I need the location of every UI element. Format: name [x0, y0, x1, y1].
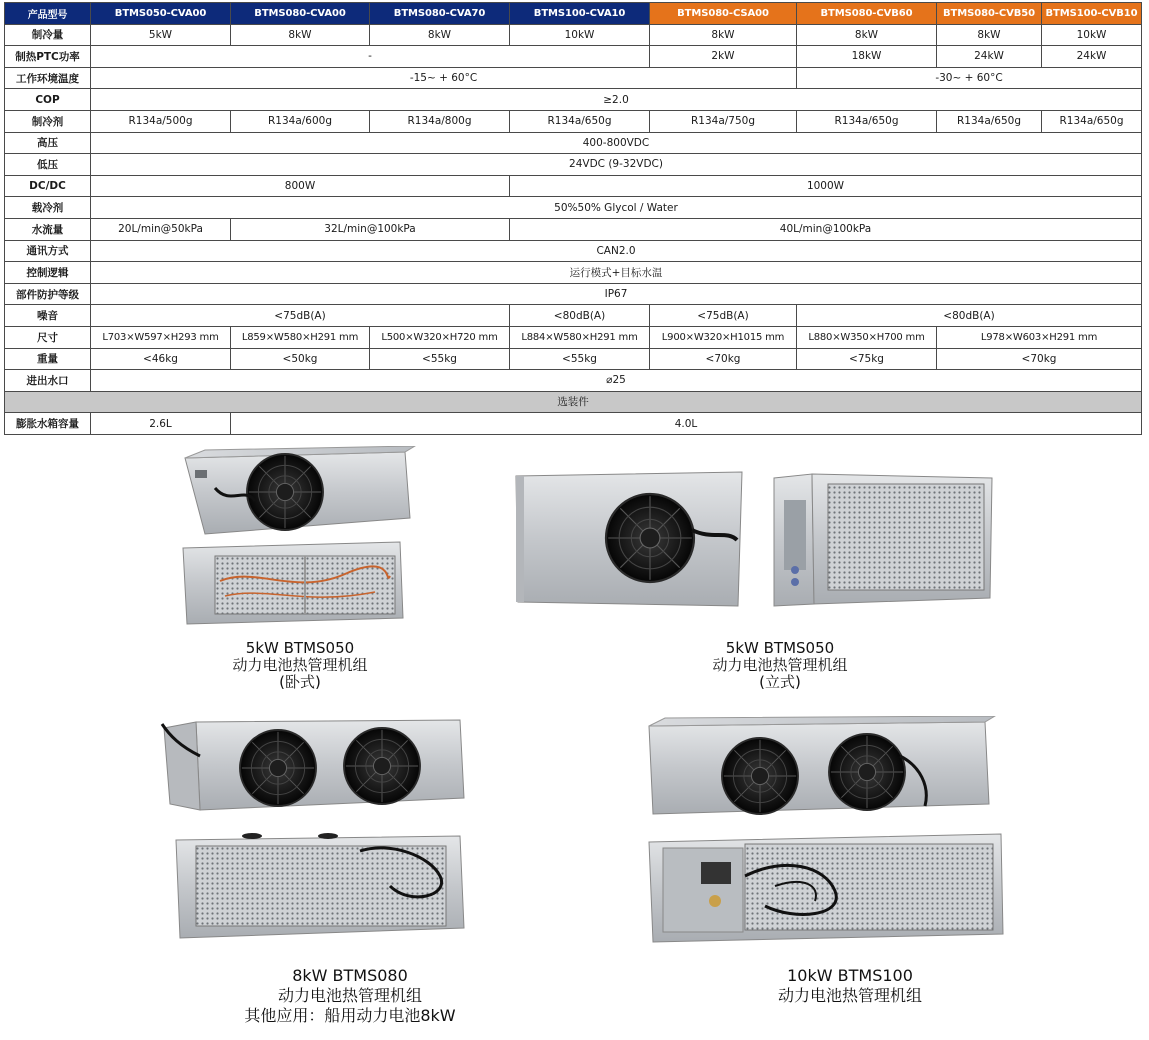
table-cell: 18kW: [797, 46, 937, 68]
model-header: BTMS050-CVA00: [91, 3, 231, 25]
table-cell: -: [91, 46, 650, 68]
spec-table: [4, 2, 1142, 435]
row-label: DC/DC: [5, 175, 91, 197]
table-cell: -30~ + 60°C: [797, 67, 1142, 89]
table-cell: <55kg: [510, 348, 650, 370]
table-cell: <50kg: [231, 348, 370, 370]
table-cell: L859×W580×H291 mm: [231, 326, 370, 348]
table-cell: IP67: [91, 283, 1142, 305]
row-label: 进出水口: [5, 370, 91, 392]
caption-line: (立式): [759, 673, 801, 691]
caption-line: 5kW BTMS050: [245, 639, 355, 657]
table-cell: <80dB(A): [797, 305, 1142, 327]
table-row: [5, 197, 1142, 219]
model-header: BTMS080-CVB60: [797, 3, 937, 25]
table-cell: R134a/650g: [797, 110, 937, 132]
table-cell: R134a/500g: [91, 110, 231, 132]
table-row: [5, 305, 1142, 327]
row-label: 制冷量: [5, 24, 91, 46]
product-image-btms050-vertical: [512, 470, 997, 610]
table-cell: L900×W320×H1015 mm: [650, 326, 797, 348]
caption-line: (卧式): [279, 673, 321, 691]
table-cell: 20L/min@50kPa: [91, 218, 231, 240]
table-cell: 运行模式+目标水温: [91, 262, 1142, 284]
table-cell: R134a/600g: [231, 110, 370, 132]
table-row: [5, 283, 1142, 305]
table-cell: L703×W597×H293 mm: [91, 326, 231, 348]
table-cell: 800W: [91, 175, 510, 197]
model-header: BTMS080-CSA00: [650, 3, 797, 25]
row-label: 尺寸: [5, 326, 91, 348]
table-cell: 5kW: [91, 24, 231, 46]
table-cell: R134a/650g: [937, 110, 1042, 132]
table-row: [5, 24, 1142, 46]
table-cell: 8kW: [797, 24, 937, 46]
caption-line: 8kW BTMS080: [292, 966, 408, 985]
caption-line: 10kW BTMS100: [787, 966, 913, 985]
row-label: 产品型号: [5, 3, 91, 25]
table-row: [5, 348, 1142, 370]
caption-btms080: [190, 966, 510, 1026]
row-label: 部件防护等级: [5, 283, 91, 305]
table-cell: <75dB(A): [650, 305, 797, 327]
table-cell: CAN2.0: [91, 240, 1142, 262]
product-image-btms050-horizontal: [175, 446, 420, 626]
caption-btms050-vertical: [660, 640, 900, 691]
table-cell: 24kW: [1042, 46, 1142, 68]
table-row: [5, 89, 1142, 111]
row-label: 载冷剂: [5, 197, 91, 219]
table-header-row: [5, 3, 1142, 25]
table-cell: 8kW: [650, 24, 797, 46]
table-cell: 2kW: [650, 46, 797, 68]
row-label: 低压: [5, 154, 91, 176]
table-row: [5, 262, 1142, 284]
table-cell: <55kg: [370, 348, 510, 370]
table-row: [5, 413, 1142, 435]
table-cell: 24kW: [937, 46, 1042, 68]
row-label: 制热PTC功率: [5, 46, 91, 68]
row-label: 通讯方式: [5, 240, 91, 262]
table-cell: 1000W: [510, 175, 1142, 197]
model-header: BTMS100-CVB10: [1042, 3, 1142, 25]
table-cell: 2.6L: [91, 413, 231, 435]
table-cell: L880×W350×H700 mm: [797, 326, 937, 348]
table-cell: 8kW: [937, 24, 1042, 46]
table-cell: <75dB(A): [91, 305, 510, 327]
table-cell: 10kW: [1042, 24, 1142, 46]
table-row: [5, 218, 1142, 240]
row-label: 噪音: [5, 305, 91, 327]
product-image-btms100: [645, 716, 1010, 946]
table-row: [5, 154, 1142, 176]
section-title: 选装件: [5, 391, 1142, 413]
table-row: [5, 67, 1142, 89]
table-cell: <80dB(A): [510, 305, 650, 327]
table-cell: <70kg: [937, 348, 1142, 370]
table-cell: L978×W603×H291 mm: [937, 326, 1142, 348]
caption-line: 动力电池热管理机组: [277, 986, 422, 1005]
caption-line: 其他应用：船用动力电池8kW: [244, 1006, 456, 1025]
caption-line: 动力电池热管理机组: [712, 656, 848, 674]
table-row: [5, 175, 1142, 197]
table-cell: 32L/min@100kPa: [231, 218, 510, 240]
model-header: BTMS100-CVA10: [510, 3, 650, 25]
table-row: [5, 46, 1142, 68]
row-label: 工作环境温度: [5, 67, 91, 89]
table-cell: R134a/800g: [370, 110, 510, 132]
row-label: 水流量: [5, 218, 91, 240]
table-row: [5, 326, 1142, 348]
caption-btms050-horizontal: [180, 640, 420, 691]
table-cell: L500×W320×H720 mm: [370, 326, 510, 348]
section-row: [5, 391, 1142, 413]
caption-line: 5kW BTMS050: [725, 639, 835, 657]
caption-btms100: [700, 966, 1000, 1006]
table-cell: <70kg: [650, 348, 797, 370]
model-header: BTMS080-CVB50: [937, 3, 1042, 25]
table-cell: R134a/750g: [650, 110, 797, 132]
table-cell: ≥2.0: [91, 89, 1142, 111]
table-row: [5, 132, 1142, 154]
table-cell: R134a/650g: [510, 110, 650, 132]
table-cell: <75kg: [797, 348, 937, 370]
row-label: 重量: [5, 348, 91, 370]
table-cell: <46kg: [91, 348, 231, 370]
table-cell: R134a/650g: [1042, 110, 1142, 132]
table-cell: 24VDC (9-32VDC): [91, 154, 1142, 176]
table-row: [5, 110, 1142, 132]
row-label: 制冷剂: [5, 110, 91, 132]
row-label: COP: [5, 89, 91, 111]
caption-line: 动力电池热管理机组: [232, 656, 368, 674]
table-row: [5, 370, 1142, 392]
row-label: 膨胀水箱容量: [5, 413, 91, 435]
table-cell: 8kW: [231, 24, 370, 46]
table-cell: ⌀25: [91, 370, 1142, 392]
row-label: 高压: [5, 132, 91, 154]
row-label: 控制逻辑: [5, 262, 91, 284]
table-cell: 50%50% Glycol / Water: [91, 197, 1142, 219]
product-image-btms080: [160, 716, 470, 941]
table-cell: 40L/min@100kPa: [510, 218, 1142, 240]
model-header: BTMS080-CVA70: [370, 3, 510, 25]
table-cell: 4.0L: [231, 413, 1142, 435]
table-cell: -15~ + 60°C: [91, 67, 797, 89]
table-cell: L884×W580×H291 mm: [510, 326, 650, 348]
table-cell: 10kW: [510, 24, 650, 46]
table-cell: 8kW: [370, 24, 510, 46]
model-header: BTMS080-CVA00: [231, 3, 370, 25]
caption-line: 动力电池热管理机组: [777, 986, 922, 1005]
table-cell: 400-800VDC: [91, 132, 1142, 154]
table-row: [5, 240, 1142, 262]
